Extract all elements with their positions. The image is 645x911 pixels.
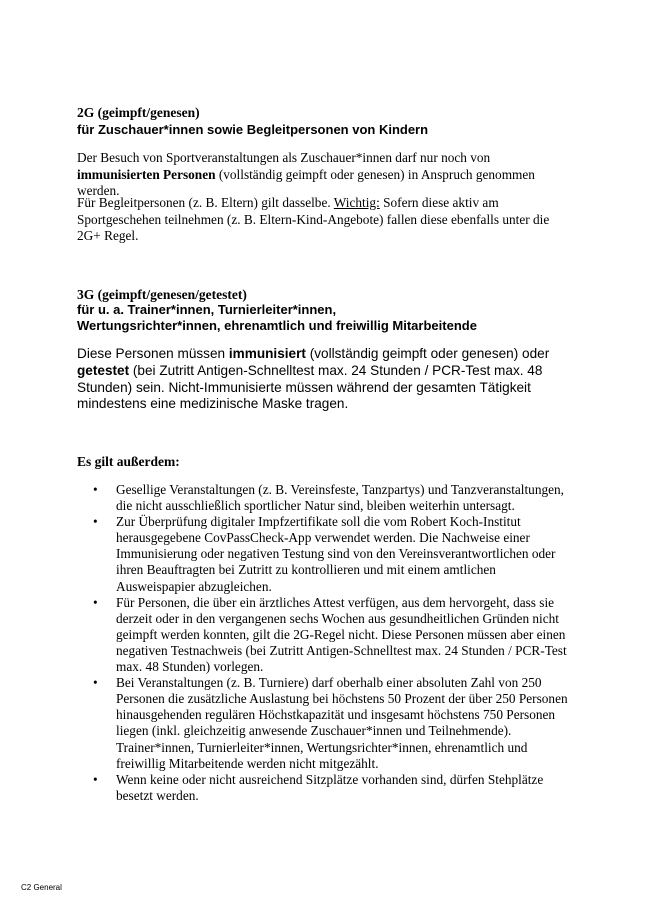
paragraph-text: (bei Zutritt Antigen-Schnelltest max. 24 Stunden / PCR-Test max. 48 Stunden) sein. Nicht-Immunisierte müssen während der gesamten Tätigkeit mindestens eine medizinische Maske tragen. <box>77 362 543 412</box>
emphasis-text: immunisierten Personen <box>77 166 216 182</box>
list-item-text: Bei Veranstaltungen (z. B. Turniere) darf oberhalb einer absoluten Zahl von 250 Personen die zusätzliche Auslastung bei höchstens 50 Prozent der über 250 Personen hinausgehenden regulären Höchstkapazität und insgesamt höchstens 750 Personen liegen (inkl. gleichzeitig anwesende Zuschauer*innen und Teilnehmende). Trainer*innen, Turnierleiter*innen, Wertungsrichter*innen, ehrenamtlich und freiwillig Mitarbeitende werden nicht mitgezählt. <box>116 675 568 771</box>
rules-bullet-list <box>93 482 573 804</box>
list-item <box>93 772 573 804</box>
section-3g-title: 3G (geimpft/genesen/getestet) <box>77 287 247 302</box>
section-3g-paragraph <box>77 346 552 413</box>
section-2g-title: 2G (geimpft/genesen) <box>77 105 200 120</box>
section-2g-paragraph-1 <box>77 150 572 200</box>
list-item-text: Zur Überprüfung digitaler Impfzertifikate soll die vom Robert Koch-Institut herausgegebene CovPassCheck-App verwendet werden. Die Nachweise einer Immunisierung oder negativen Testung sind von den Vereinsverantwortlichen oder ihren Beauftragten bei Zutritt zu kontrollieren und mit einem amtlichen Ausweispapier abzugleichen. <box>116 514 556 594</box>
emphasis-text: immunisiert <box>228 346 306 361</box>
paragraph-text: Sofern diese aktiv am Sportgeschehen teilnehmen (z. B. Eltern-Kind-Angebote) fallen diese ebenfalls unter die 2G+ Regel. <box>77 195 550 243</box>
bullet-icon: • <box>93 514 98 530</box>
underlined-text: Wichtig: <box>333 195 380 210</box>
paragraph-text: Für Begleitpersonen (z. B. Eltern) gilt dasselbe. <box>77 195 334 210</box>
emphasis-text: getestet <box>77 362 130 378</box>
list-item <box>93 675 573 772</box>
bullet-icon: • <box>93 771 98 787</box>
list-item <box>93 482 573 514</box>
bullet-icon: • <box>93 482 98 497</box>
paragraph-text: (vollständig geimpft oder genesen) in Anspruch genommen werden. <box>77 166 535 198</box>
bullet-icon: • <box>93 594 98 610</box>
list-item <box>93 595 573 675</box>
list-item-text: Gesellige Veranstaltungen (z. B. Vereinsfeste, Tanzpartys) und Tanzveranstaltungen, die nicht ausschließlich sportlicher Natur sind, bleiben weiterhin untersagt. <box>116 482 565 514</box>
list-item-text: Für Personen, die über ein ärztliches Attest verfügen, aus dem hervorgeht, dass sie derzeit oder in den vergangenen sechs Wochen aus gesundheitlichen Gründen nicht geimpft werden konnten, gilt die 2G-Regel nicht. Diese Personen müssen aber einen negativen Testnachweis (bei Zutritt Antigen-Schnelltest max. 24 Stunden / PCR-Test max. 48 Stunden) vorlegen. <box>116 594 567 675</box>
paragraph-text: (vollständig geimpft oder genesen) oder <box>305 346 550 361</box>
paragraph-text: Diese Personen müssen <box>77 346 229 361</box>
list-item-text: Wenn keine oder nicht ausreichend Sitzplätze vorhanden sind, dürfen Stehplätze besetzt werden. <box>116 771 544 803</box>
section-3g-subtitle-line-1: für u. a. Trainer*innen, Turnierleiter*innen, <box>77 302 337 317</box>
section-2g-paragraph-2 <box>77 195 572 245</box>
section-3g-subtitle-line-2: Wertungsrichter*innen, ehrenamtlich und freiwillig Mitarbeitende <box>77 318 477 333</box>
classification-label: C2 General <box>21 883 62 892</box>
bullet-icon: • <box>93 675 98 691</box>
paragraph-text: Der Besuch von Sportveranstaltungen als Zuschauer*innen darf nur noch von <box>77 150 491 165</box>
section-2g-subtitle: für Zuschauer*innen sowie Begleitpersonen von Kindern <box>77 122 429 137</box>
list-item <box>93 514 573 594</box>
section-also-title: Es gilt außerdem: <box>77 454 180 469</box>
